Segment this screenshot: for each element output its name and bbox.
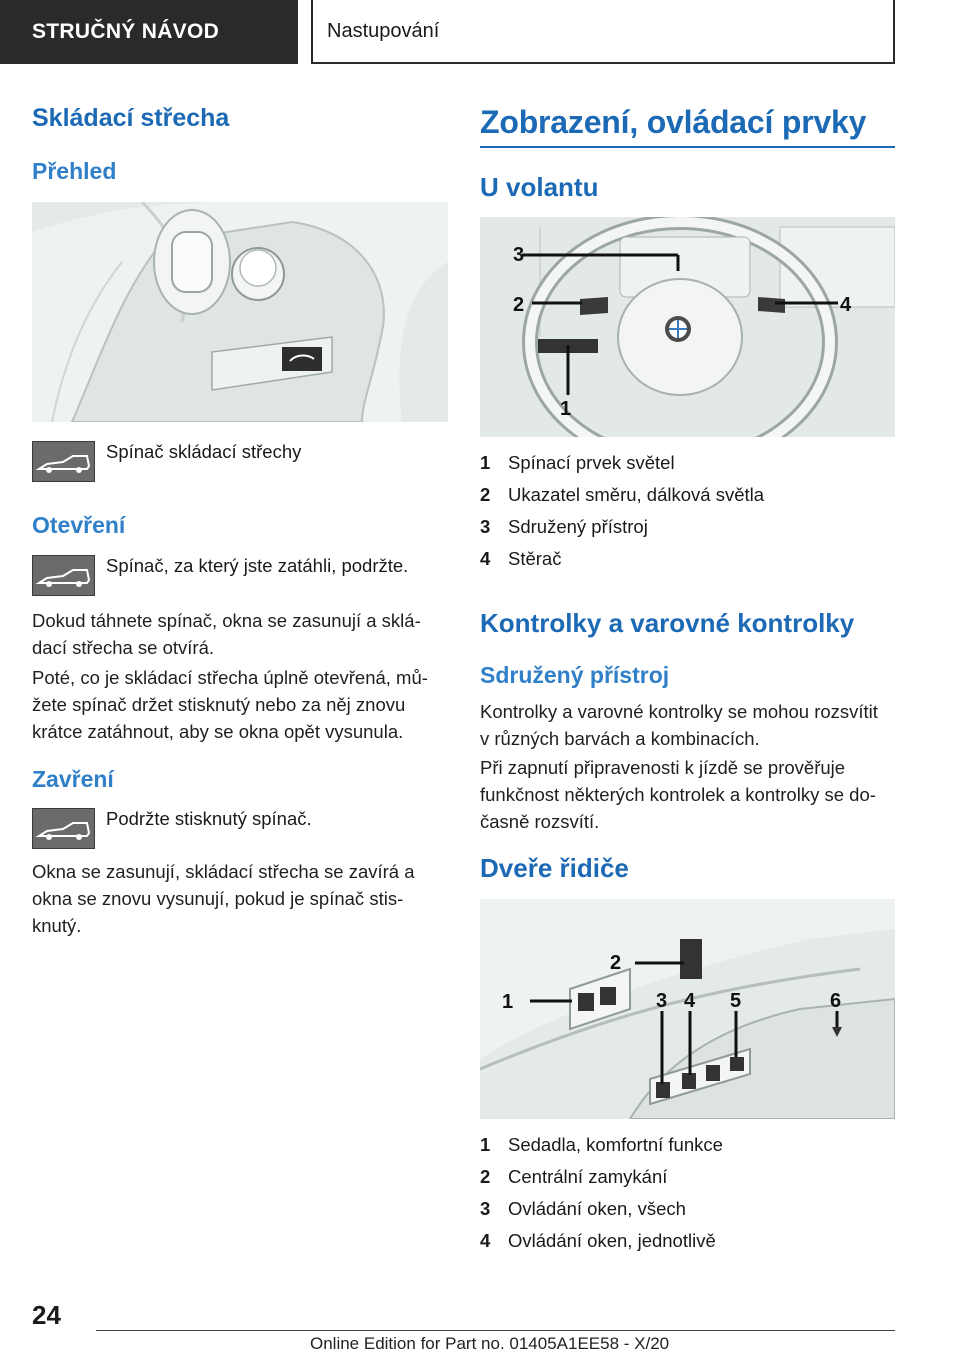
list-item: 1 Sedadla, komfortní funkce — [480, 1134, 723, 1155]
list-item: 2 Ukazatel směru, dálková světla — [480, 484, 765, 505]
warnings-heading: Kontrolky a varovné kontrolky — [480, 608, 855, 638]
callout-2: 2 — [513, 294, 525, 316]
console-photo — [32, 202, 448, 422]
section-tab: STRUČNÝ NÁVOD — [0, 0, 298, 64]
door-panel-photo — [480, 899, 895, 1119]
switch-label: Spínač skládací střechy — [106, 441, 302, 462]
opening-symbol-text: Spínač, za který jste zatáhli, podržte. — [106, 555, 409, 576]
left-title: Skládací střecha — [32, 104, 230, 132]
list-item: 1 Spínací prvek světel — [480, 452, 675, 473]
list-item: 2 Centrální zamykání — [480, 1166, 668, 1187]
steering-heading: U volantu — [480, 172, 599, 202]
page-header — [0, 0, 960, 66]
overview-heading: Přehled — [32, 158, 117, 184]
list-item: 4 Ovládání oken, jednotlivě — [480, 1230, 716, 1251]
callout-5: 5 — [730, 990, 742, 1012]
callout-6: 6 — [830, 990, 842, 1012]
callout-4: 4 — [840, 294, 852, 316]
right-title: Zobrazení, ovládací prvky — [480, 104, 867, 140]
title-rule — [480, 146, 895, 148]
callout-2: 2 — [610, 952, 622, 974]
edition-text: Online Edition for Part no. 01405A1EE58 - X/20 — [310, 1334, 670, 1353]
convertible-roof-icon — [32, 555, 95, 596]
list-item: 3 Ovládání oken, všech — [480, 1198, 686, 1219]
warnings-paragraph-1: Kontrolky a varovné kontrolky se mohou rozsvítit v různých barvách a kombinacích. — [480, 701, 878, 749]
closing-paragraph: Okna se zasunují, skládací střecha se zavírá a okna se znovu vysunují, pokud je spínač stis- knutý. — [32, 861, 415, 936]
door-heading: Dveře řidiče — [480, 853, 629, 883]
opening-paragraph-1: Dokud táhnete spínač, okna se zasunují a sklá- dací střecha se otvírá. — [32, 610, 421, 658]
steering-wheel-photo — [480, 217, 895, 437]
callout-4: 4 — [684, 990, 696, 1012]
closing-heading: Zavření — [32, 766, 114, 792]
closing-symbol-text: Podržte stisknutý spínač. — [106, 808, 312, 829]
list-item: 4 Stěrač — [480, 548, 562, 569]
footer-rule — [96, 1330, 895, 1331]
opening-heading: Otevření — [32, 512, 126, 538]
callout-3: 3 — [513, 244, 525, 266]
chapter-tab: Nastupování — [311, 0, 895, 64]
convertible-roof-icon — [32, 441, 95, 482]
opening-paragraph-2: Poté, co je skládací střecha úplně otevřená, mů- žete spínač držet stisknutý nebo za něj znovu krátce zatáhnout, aby se okna opět vysunula. — [32, 667, 428, 742]
convertible-roof-icon — [32, 808, 95, 849]
callout-3: 3 — [656, 990, 668, 1012]
callout-1: 1 — [560, 398, 572, 420]
callout-1: 1 — [502, 991, 514, 1013]
cluster-heading: Sdružený přístroj — [480, 662, 670, 688]
page-number: 24 — [32, 1300, 61, 1330]
list-item: 3 Sdružený přístroj — [480, 516, 648, 537]
warnings-paragraph-2: Při zapnutí připravenosti k jízdě se prověřuje funkčnost některých kontrolek a kontrolky se do- časně rozsvítí. — [480, 757, 876, 832]
